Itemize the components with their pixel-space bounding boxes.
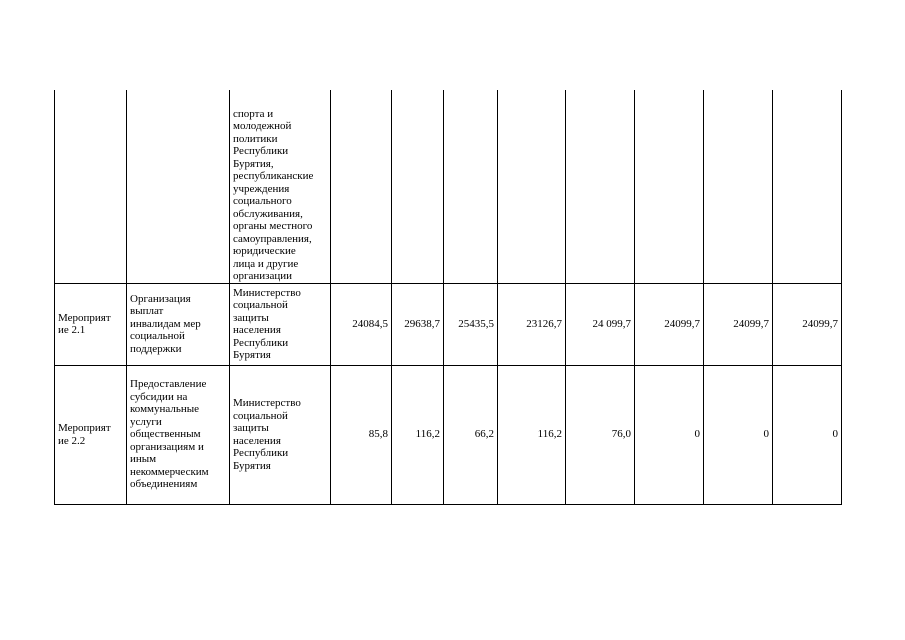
value-cell: 85,8 [331,365,392,504]
event-name-cell: Предоставление субсидии на коммунальные услуги общественным организациям и иным некоммерческим объединениям [127,365,230,504]
value-cell: 25435,5 [444,283,498,365]
event-cell: Мероприят ие 2.2 [55,365,127,504]
value-cell [331,90,392,283]
value-cell: 116,2 [498,365,566,504]
executor-cell: Министерство социальной защиты населения Республики Бурятия [230,283,331,365]
value-cell: 23126,7 [498,283,566,365]
table-row [55,283,842,365]
program-table [54,90,842,505]
executor-cell: спорта и молодежной политики Республики Бурятия, республиканские учреждения социального обслуживания, органы местного самоуправления, юридические лица и другие организации [230,90,331,283]
value-cell: 24099,7 [704,283,773,365]
value-cell: 0 [773,365,842,504]
value-cell: 0 [704,365,773,504]
value-cell: 116,2 [392,365,444,504]
value-cell [635,90,704,283]
value-cell: 76,0 [566,365,635,504]
value-cell: 0 [635,365,704,504]
value-cell [498,90,566,283]
executor-cell: Министерство социальной защиты населения Республики Бурятия [230,365,331,504]
value-cell: 29638,7 [392,283,444,365]
value-cell [704,90,773,283]
value-cell: 24099,7 [635,283,704,365]
event-name-cell: Организация выплат инвалидам мер социальной поддержки [127,283,230,365]
event-cell [55,90,127,283]
value-cell [566,90,635,283]
event-name-cell [127,90,230,283]
value-cell [773,90,842,283]
event-cell: Мероприят ие 2.1 [55,283,127,365]
value-cell [444,90,498,283]
value-cell: 66,2 [444,365,498,504]
value-cell: 24099,7 [773,283,842,365]
value-cell: 24084,5 [331,283,392,365]
value-cell [392,90,444,283]
table-row [55,365,842,504]
table-row [55,90,842,283]
value-cell: 24 099,7 [566,283,635,365]
